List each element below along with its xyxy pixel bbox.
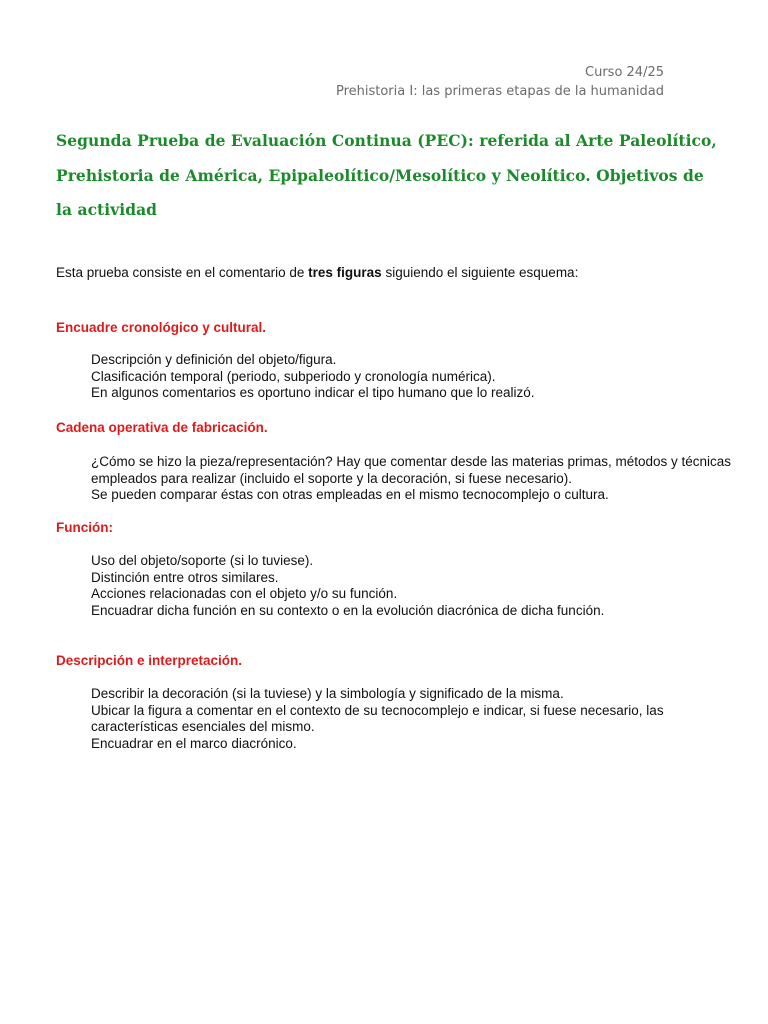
section-line: Uso del objeto/soporte (si lo tuviese). — [91, 553, 314, 568]
section-line: empleados para realizar (incluido el soporte y la decoración, si fuese necesario). — [91, 470, 573, 486]
section-body-encuadre — [91, 352, 535, 402]
title-line-2: Prehistoria de América, Epipaleolítico/Mesolítico y Neolítico. Objetivos de — [56, 165, 704, 185]
section-line: características esenciales del mismo. — [91, 719, 315, 735]
intro-text-bold: tres figuras — [308, 265, 382, 280]
section-heading-encuadre: Encuadre cronológico y cultural. — [56, 320, 267, 335]
section-line: Encuadrar dicha función en su contexto o en la evolución diacrónica de dicha función. — [91, 603, 605, 619]
section-line: ¿Cómo se hizo la pieza/representación? Hay que comentar desde las materias primas, métodos y técnicas — [91, 454, 732, 469]
section-line: Describir la decoración (si la tuviese) y la simbología y significado de la misma. — [91, 686, 564, 701]
section-body-descripcion — [91, 686, 664, 753]
section-heading-funcion: Función: — [56, 520, 113, 535]
section-line: Descripción y definición del objeto/figura. — [91, 352, 337, 367]
section-line: Acciones relacionadas con el objeto y/o su función. — [91, 586, 398, 602]
intro-paragraph — [56, 265, 578, 280]
section-line: Encuadrar en el marco diacrónico. — [91, 736, 297, 752]
subject-label: Prehistoria I: las primeras etapas de la humanidad — [335, 84, 664, 99]
section-body-funcion — [91, 553, 604, 620]
page-header — [336, 63, 664, 101]
title-line-1: Segunda Prueba de Evaluación Continua (PEC): referida al Arte Paleolítico, — [56, 131, 717, 150]
section-heading-cadena: Cadena operativa de fabricación. — [56, 420, 268, 435]
intro-text-after: siguiendo el siguiente esquema: — [381, 265, 579, 280]
course-label: Curso 24/25 — [585, 65, 664, 80]
section-line: Se pueden comparar éstas con otras empleadas en el mismo tecnocomplejo o cultura. — [91, 487, 609, 503]
intro-text-before: Esta prueba consiste en el comentario de — [56, 265, 309, 280]
document-title — [56, 124, 717, 228]
section-heading-descripcion: Descripción e interpretación. — [56, 653, 243, 668]
section-line: Distinción entre otros similares. — [91, 569, 279, 585]
section-body-cadena — [91, 454, 731, 504]
section-line: En algunos comentarios es oportuno indicar el tipo humano que lo realizó. — [91, 385, 535, 401]
section-line: Clasificación temporal (periodo, subperiodo y cronología numérica). — [91, 368, 496, 384]
section-line: Ubicar la figura a comentar en el contexto de su tecnocomplejo e indicar, si fuese necesario, las — [91, 702, 664, 718]
title-line-3: la actividad — [56, 200, 158, 219]
